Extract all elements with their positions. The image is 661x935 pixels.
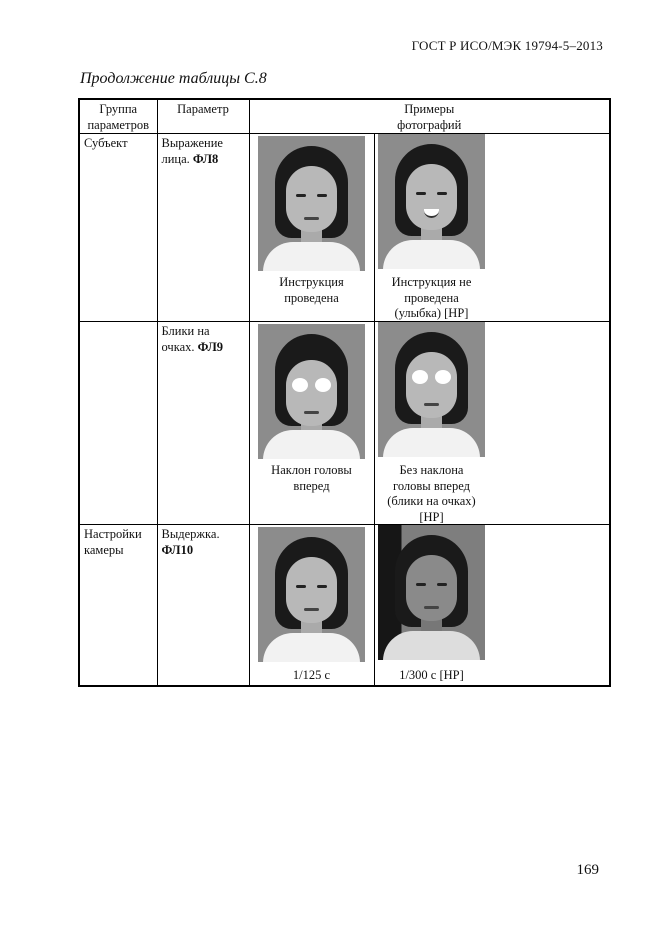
photo-caption: 1/125 с xyxy=(292,668,331,683)
face-photo xyxy=(378,322,485,457)
photo-caption: Без наклона головы вперед (блики на очках) [НР] xyxy=(387,463,476,524)
face-photo xyxy=(258,324,365,459)
group-cell: Настройки камеры xyxy=(79,525,157,687)
document-header: ГОСТ Р ИСО/МЭК 19794-5–2013 xyxy=(411,38,603,53)
group-cell: Субъект xyxy=(79,134,157,322)
parameter-code: ФЛ9 xyxy=(197,339,224,354)
parameter-code: ФЛ8 xyxy=(192,151,219,166)
page-number: 169 xyxy=(576,862,599,878)
examples-cell xyxy=(249,134,610,322)
header-parameter: Параметр xyxy=(157,99,249,134)
parameter-code: ФЛ10 xyxy=(161,542,194,557)
parameter-cell: Выражение лица. ФЛ8 xyxy=(157,134,249,322)
parameter-cell: Выдержка. ФЛ10 xyxy=(157,525,249,687)
header-examples: Примеры фотографий xyxy=(249,99,610,134)
table-row xyxy=(79,525,610,687)
examples-cell xyxy=(249,322,610,525)
table-header-row xyxy=(79,99,610,134)
parameters-table xyxy=(78,98,611,687)
table-row xyxy=(79,134,610,322)
table-row xyxy=(79,322,610,525)
photo-caption: 1/300 с [НР] xyxy=(399,668,464,683)
examples-cell xyxy=(249,525,610,687)
face-photo xyxy=(378,134,485,269)
face-photo xyxy=(258,136,365,271)
photo-caption: Наклон головы вперед xyxy=(271,463,352,493)
photo-caption: Инструкция не проведена (улыбка) [НР] xyxy=(391,275,472,321)
header-group: Группа параметров xyxy=(79,99,157,134)
table-caption: Продолжение таблицы С.8 xyxy=(80,70,267,87)
parameter-cell: Блики на очках. ФЛ9 xyxy=(157,322,249,525)
face-photo xyxy=(378,525,485,660)
face-photo xyxy=(258,527,365,662)
photo-caption: Инструкция проведена xyxy=(279,275,344,305)
group-cell xyxy=(79,322,157,525)
